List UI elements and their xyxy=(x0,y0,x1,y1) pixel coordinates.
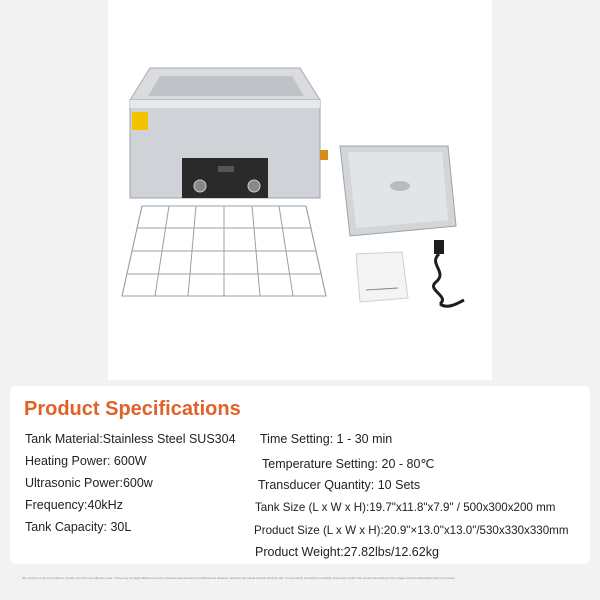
spec-tank-material: Tank Material:Stainless Steel SUS304 xyxy=(25,432,236,446)
spec-frequency: Frequency:40kHz xyxy=(25,498,123,512)
footer-note: We continue to be committed to provide you with cost-effective tools. There may be slight differences due to manual measurement and differences between monitors; the actual product shall prevail. You are kindly reminded to carefully check and confirm the product according to the images and text description before purchase. xyxy=(22,576,456,580)
basket-image xyxy=(122,206,326,296)
spec-tank-capacity: Tank Capacity: 30L xyxy=(25,520,132,534)
lid-image xyxy=(340,146,456,236)
spec-time-setting: Time Setting: 1 - 30 min xyxy=(260,432,393,446)
spec-transducer-quantity: Transducer Quantity: 10 Sets xyxy=(258,478,421,492)
spec-ultrasonic-power: Ultrasonic Power:600w xyxy=(25,476,153,490)
spec-tank-size: Tank Size (L x W x H):19.7"x11.8"x7.9" / 500x300x200 mm xyxy=(255,501,556,514)
power-cord-image xyxy=(434,240,464,306)
spec-product-weight: Product Weight:27.82lbs/12.62kg xyxy=(255,545,439,559)
ultrasonic-cleaner-image xyxy=(130,68,328,198)
manual-image xyxy=(356,252,408,302)
product-illustration xyxy=(108,0,492,380)
spec-temperature-setting: Temperature Setting: 20 - 80℃ xyxy=(262,457,435,471)
spec-product-size: Product Size (L x W x H):20.9"×13.0"x13.0"/530x330x330mm xyxy=(254,524,569,537)
page-title: Product Specifications xyxy=(24,398,241,420)
product-photo xyxy=(108,0,492,380)
spec-heating-power: Heating Power: 600W xyxy=(25,454,147,468)
